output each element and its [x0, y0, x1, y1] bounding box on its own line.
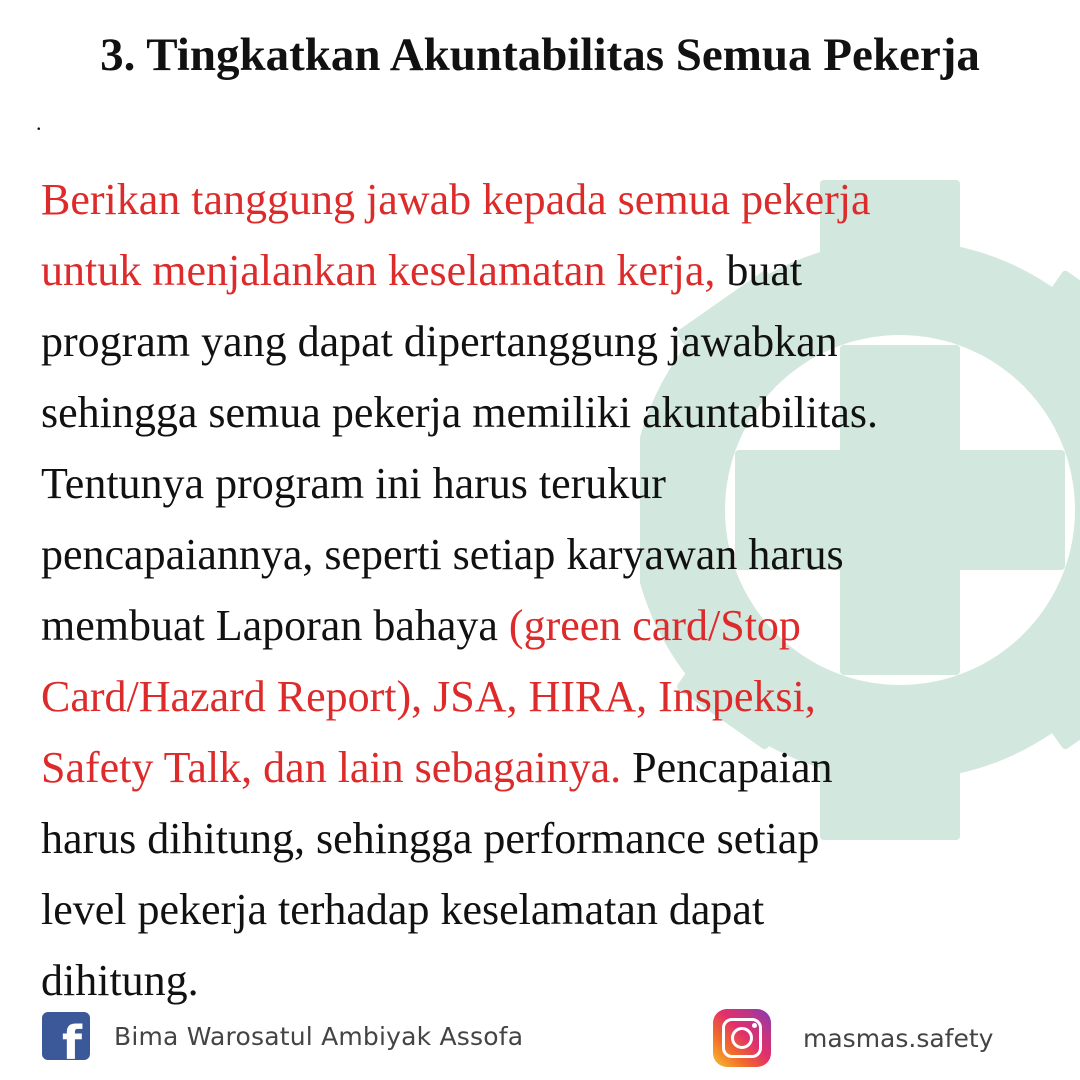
highlighted-text: Safety Talk, dan lain sebagainya.	[41, 743, 622, 792]
bullet-dot: .	[36, 110, 42, 135]
body-line	[41, 235, 1041, 306]
highlighted-text: untuk menjalankan keselamatan kerja,	[41, 246, 716, 295]
body-line: sehingga semua pekerja memiliki akuntabilitas.	[41, 388, 878, 437]
highlighted-text: (green card/Stop	[508, 601, 801, 650]
body-text: Pencapaian	[621, 743, 833, 792]
body-text: buat	[715, 246, 803, 295]
body-line: pencapaiannya, seperti setiap karyawan harus	[41, 530, 844, 579]
facebook-credit[interactable]	[42, 1011, 523, 1061]
body-line	[41, 590, 1041, 661]
body-line: Tentunya program ini harus terukur	[41, 459, 666, 508]
body-line	[41, 732, 1041, 803]
body-line	[41, 164, 1041, 235]
page-title: 3. Tingkatkan Akuntabilitas Semua Pekerja	[100, 29, 980, 81]
body-line: harus dihitung, sehingga performance setiap	[41, 814, 820, 863]
body-line: level pekerja terhadap keselamatan dapat	[41, 885, 765, 934]
instagram-icon[interactable]	[713, 1009, 771, 1067]
instagram-credit[interactable]	[713, 1009, 993, 1067]
body-line: program yang dapat dipertanggung jawabkan	[41, 317, 838, 366]
body-text: membuat Laporan bahaya	[41, 601, 509, 650]
facebook-name[interactable]: Bima Warosatul Ambiyak Assofa	[114, 1021, 524, 1051]
instagram-handle[interactable]: masmas.safety	[803, 1023, 994, 1053]
body-paragraph	[41, 164, 1041, 1016]
body-line	[41, 661, 1041, 732]
highlighted-text: Berikan tanggung jawab kepada semua pekerja	[41, 175, 871, 224]
facebook-icon[interactable]: f	[42, 1012, 90, 1060]
highlighted-text: Card/Hazard Report), JSA, HIRA, Inspeksi,	[41, 672, 816, 721]
body-line: dihitung.	[41, 956, 199, 1005]
